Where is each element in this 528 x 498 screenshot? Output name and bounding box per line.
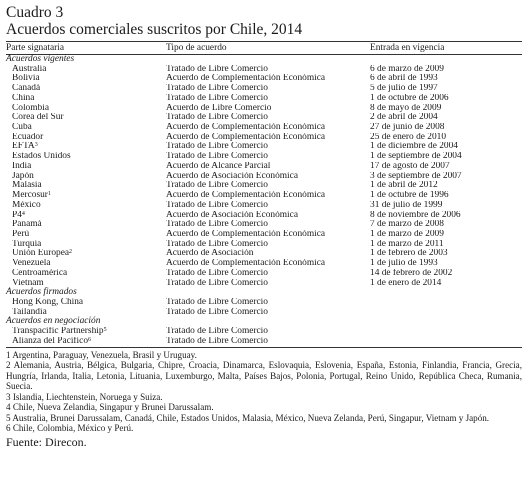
source-line: Fuente: Direcon. xyxy=(6,434,87,449)
table-body xyxy=(6,55,522,347)
footnote: 6 Chile, Colombia, México y Perú. xyxy=(6,423,134,434)
agreement-type-cell: Tratado de Libre Comercio xyxy=(166,84,268,94)
table-row xyxy=(6,201,522,211)
party-name: Mercosur xyxy=(12,191,48,201)
party-cell xyxy=(6,65,166,75)
agreement-type-cell: Acuerdo de Complementación Económica xyxy=(166,191,326,201)
entry-date-cell: 17 de agosto de 2007 xyxy=(370,161,450,171)
entry-date-cell: 1 de octubre de 2006 xyxy=(370,93,449,103)
section-heading: Acuerdos en negociación xyxy=(6,316,101,327)
footnotes xyxy=(6,350,522,434)
entry-date-cell xyxy=(370,298,522,308)
agreements-table xyxy=(6,41,522,348)
party-cell xyxy=(6,201,166,211)
party-name: EFTA xyxy=(12,142,35,152)
party-name: Ecuador xyxy=(12,132,44,142)
party-name: Venezuela xyxy=(12,259,51,269)
agreement-type-cell: Acuerdo de Alcance Parcial xyxy=(166,161,271,171)
document-page xyxy=(6,4,522,449)
party-cell xyxy=(6,123,166,133)
party-cell xyxy=(6,74,166,84)
table-row xyxy=(6,259,522,269)
entry-date-cell: 8 de mayo de 2009 xyxy=(370,103,442,113)
table-row xyxy=(6,84,522,94)
table-row xyxy=(6,240,522,250)
footnote-marker: 2 xyxy=(69,249,73,256)
agreement-type-cell: Tratado de Libre Comercio xyxy=(166,181,268,191)
party-cell xyxy=(6,181,166,191)
entry-date-cell: 1 de febrero de 2003 xyxy=(370,249,448,259)
table-row xyxy=(6,104,522,114)
party-name: Unión Europea xyxy=(12,249,70,259)
footnote: 4 Chile, Nueva Zelandia, Singapur y Brunei Darussalam. xyxy=(6,402,214,413)
entry-date-cell: 3 de septiembre de 2007 xyxy=(370,171,462,181)
footnote: 2 Alemania, Austria, Bélgica, Bulgaria, Chipre, Croacia, Dinamarca, Eslovaquia, Eslovenia, España, Estonia, Finlandia, Francia, Grecia, Hungría, Irlanda, Italia, Letonia, Lituania, Luxemburgo, Malta, Países Bajos, Polonia, Portugal, Reino Unido, República Checa, Rumania, Suecia. xyxy=(6,360,522,392)
entry-date-cell: 31 de julio de 1999 xyxy=(370,200,443,210)
party-cell xyxy=(6,220,166,230)
party-name: Cuba xyxy=(12,123,32,133)
table-header xyxy=(6,42,522,55)
table-row xyxy=(6,94,522,104)
party-cell xyxy=(6,162,166,172)
party-name: Transpacific Partnership xyxy=(12,327,104,337)
entry-date-cell: 14 de febrero de 2002 xyxy=(370,268,453,278)
party-name: México xyxy=(12,200,41,210)
table-row xyxy=(6,298,522,308)
agreement-type-cell: Tratado de Libre Comercio xyxy=(166,336,268,346)
header-type: Tipo de acuerdo xyxy=(166,43,227,53)
entry-date-cell: 1 de marzo de 2009 xyxy=(370,229,444,239)
party-cell xyxy=(6,133,166,143)
party-cell xyxy=(6,142,166,152)
table-row xyxy=(6,74,522,84)
party-cell xyxy=(6,249,166,259)
agreement-type-cell: Tratado de Libre Comercio xyxy=(166,327,268,337)
entry-date-cell: 27 de junio de 2008 xyxy=(370,123,445,133)
party-name: Tailandia xyxy=(12,307,47,317)
entry-date-cell: 2 de abril de 2004 xyxy=(370,113,438,123)
table-row xyxy=(6,327,522,337)
party-cell xyxy=(6,327,166,337)
party-name: Canadá xyxy=(12,84,41,94)
party-cell xyxy=(6,94,166,104)
agreement-type-cell: Acuerdo de Complementación Económica xyxy=(166,132,326,142)
table-row xyxy=(6,162,522,172)
entry-date-cell: 6 de abril de 1993 xyxy=(370,74,438,84)
entry-date-cell: 1 de octubre de 1996 xyxy=(370,191,449,201)
entry-date-cell: 1 de septiembre de 2004 xyxy=(370,152,462,162)
party-cell xyxy=(6,230,166,240)
footnote-marker: 3 xyxy=(34,142,38,149)
party-name: Vietnam xyxy=(12,278,44,288)
footnote-marker: 5 xyxy=(103,327,107,334)
table-row xyxy=(6,152,522,162)
entry-date-cell: 8 de noviembre de 2006 xyxy=(370,210,461,220)
party-cell xyxy=(6,269,166,279)
agreement-type-cell: Tratado de Libre Comercio xyxy=(166,93,268,103)
party-name: Perú xyxy=(12,229,30,239)
entry-date-cell xyxy=(370,308,522,318)
agreement-type-cell: Tratado de Libre Comercio xyxy=(166,278,268,288)
entry-date-cell: 5 de julio de 1997 xyxy=(370,84,438,94)
entry-date-cell xyxy=(370,327,522,337)
table-row xyxy=(6,220,522,230)
table-row xyxy=(6,181,522,191)
party-cell xyxy=(6,152,166,162)
party-cell xyxy=(6,84,166,94)
table-row xyxy=(6,211,522,221)
party-name: Bolivia xyxy=(12,74,40,84)
table-row xyxy=(6,113,522,123)
party-name: Australia xyxy=(12,64,47,74)
table-row xyxy=(6,337,522,347)
agreement-type-cell: Acuerdo de Asociación Económica xyxy=(166,171,298,181)
agreement-type-cell: Tratado de Libre Comercio xyxy=(166,142,268,152)
entry-date-cell: 6 de marzo de 2009 xyxy=(370,64,444,74)
party-name: Hong Kong, China xyxy=(12,297,84,307)
entry-date-cell: 1 de abril de 2012 xyxy=(370,181,438,191)
agreement-type-cell: Acuerdo de Complementación Económica xyxy=(166,74,326,84)
table-row xyxy=(6,133,522,143)
agreement-type-cell: Acuerdo de Asociación xyxy=(166,249,254,259)
agreement-type-cell: Tratado de Libre Comercio xyxy=(166,297,268,307)
entry-date-cell: 1 de diciembre de 2004 xyxy=(370,142,458,152)
agreement-type-cell: Tratado de Libre Comercio xyxy=(166,200,268,210)
party-cell xyxy=(6,211,166,221)
agreement-type-cell: Tratado de Libre Comercio xyxy=(166,268,268,278)
entry-date-cell: 1 de marzo de 2011 xyxy=(370,239,444,249)
footnote: 1 Argentina, Paraguay, Venezuela, Brasil y Uruguay. xyxy=(6,349,197,360)
entry-date-cell: 1 de julio de 1993 xyxy=(370,259,438,269)
party-name: Colombia xyxy=(12,103,49,113)
party-cell xyxy=(6,191,166,201)
party-name: Panamá xyxy=(12,220,42,230)
agreement-type-cell: Acuerdo de Libre Comercio xyxy=(166,103,272,113)
table-label: Cuadro 3 xyxy=(6,4,64,21)
table-row xyxy=(6,269,522,279)
party-name: Corea del Sur xyxy=(12,113,64,123)
table-row xyxy=(6,249,522,259)
footnote-marker: 4 xyxy=(21,210,25,217)
agreement-type-cell: Acuerdo de Complementación Económica xyxy=(166,259,326,269)
footnote-marker: 6 xyxy=(88,336,92,343)
party-name: Turquía xyxy=(12,239,42,249)
party-cell xyxy=(6,172,166,182)
agreement-type-cell: Tratado de Libre Comercio xyxy=(166,307,268,317)
party-cell xyxy=(6,259,166,269)
table-row xyxy=(6,123,522,133)
entry-date-cell: 1 de enero de 2014 xyxy=(370,278,442,288)
agreement-type-cell: Tratado de Libre Comercio xyxy=(166,152,268,162)
table-row xyxy=(6,142,522,152)
agreement-type-cell: Tratado de Libre Comercio xyxy=(166,239,268,249)
footnote: 3 Islandia, Liechtenstein, Noruega y Suiza. xyxy=(6,391,163,402)
agreement-type-cell: Tratado de Libre Comercio xyxy=(166,113,268,123)
agreement-type-cell: Acuerdo de Asociación Económica xyxy=(166,210,298,220)
section-heading: Acuerdos vigentes xyxy=(6,54,75,64)
entry-date-cell: 25 de enero de 2010 xyxy=(370,132,447,142)
party-cell xyxy=(6,104,166,114)
footnote-marker: 1 xyxy=(47,191,51,198)
agreement-type-cell: Acuerdo de Complementación Económica xyxy=(166,229,326,239)
entry-date-cell: 7 de marzo de 2008 xyxy=(370,220,444,230)
party-name: India xyxy=(12,161,32,171)
party-name: Alianza del Pacífico xyxy=(12,336,89,346)
table-title: Acuerdos comerciales suscritos por Chile, 2014 xyxy=(6,21,303,38)
party-name: P4 xyxy=(12,210,22,220)
party-name: Centroamérica xyxy=(12,268,68,278)
agreement-type-cell: Acuerdo de Complementación Económica xyxy=(166,123,326,133)
entry-date-cell xyxy=(370,337,522,347)
party-name: Malasia xyxy=(12,181,42,191)
party-cell xyxy=(6,113,166,123)
agreement-type-cell: Tratado de Libre Comercio xyxy=(166,64,268,74)
footnote: 5 Australia, Brunei Darussalam, Canadá, Chile, Estados Unidos, Malasia, México, Nueva Zelanda, Perú, Singapur, Vietnam y Japón. xyxy=(6,412,490,423)
table-row xyxy=(6,279,522,289)
header-date: Entrada en vigencia xyxy=(370,43,445,53)
party-cell xyxy=(6,240,166,250)
header-party: Parte signataria xyxy=(6,43,65,53)
table-row xyxy=(6,65,522,75)
agreement-type-cell: Tratado de Libre Comercio xyxy=(166,220,268,230)
table-row xyxy=(6,191,522,201)
party-name: China xyxy=(12,93,35,103)
party-name: Japón xyxy=(12,171,34,181)
party-cell xyxy=(6,298,166,308)
party-cell xyxy=(6,337,166,347)
section-heading: Acuerdos firmados xyxy=(6,287,77,298)
table-row xyxy=(6,230,522,240)
party-name: Estados Unidos xyxy=(12,152,71,162)
table-row xyxy=(6,172,522,182)
